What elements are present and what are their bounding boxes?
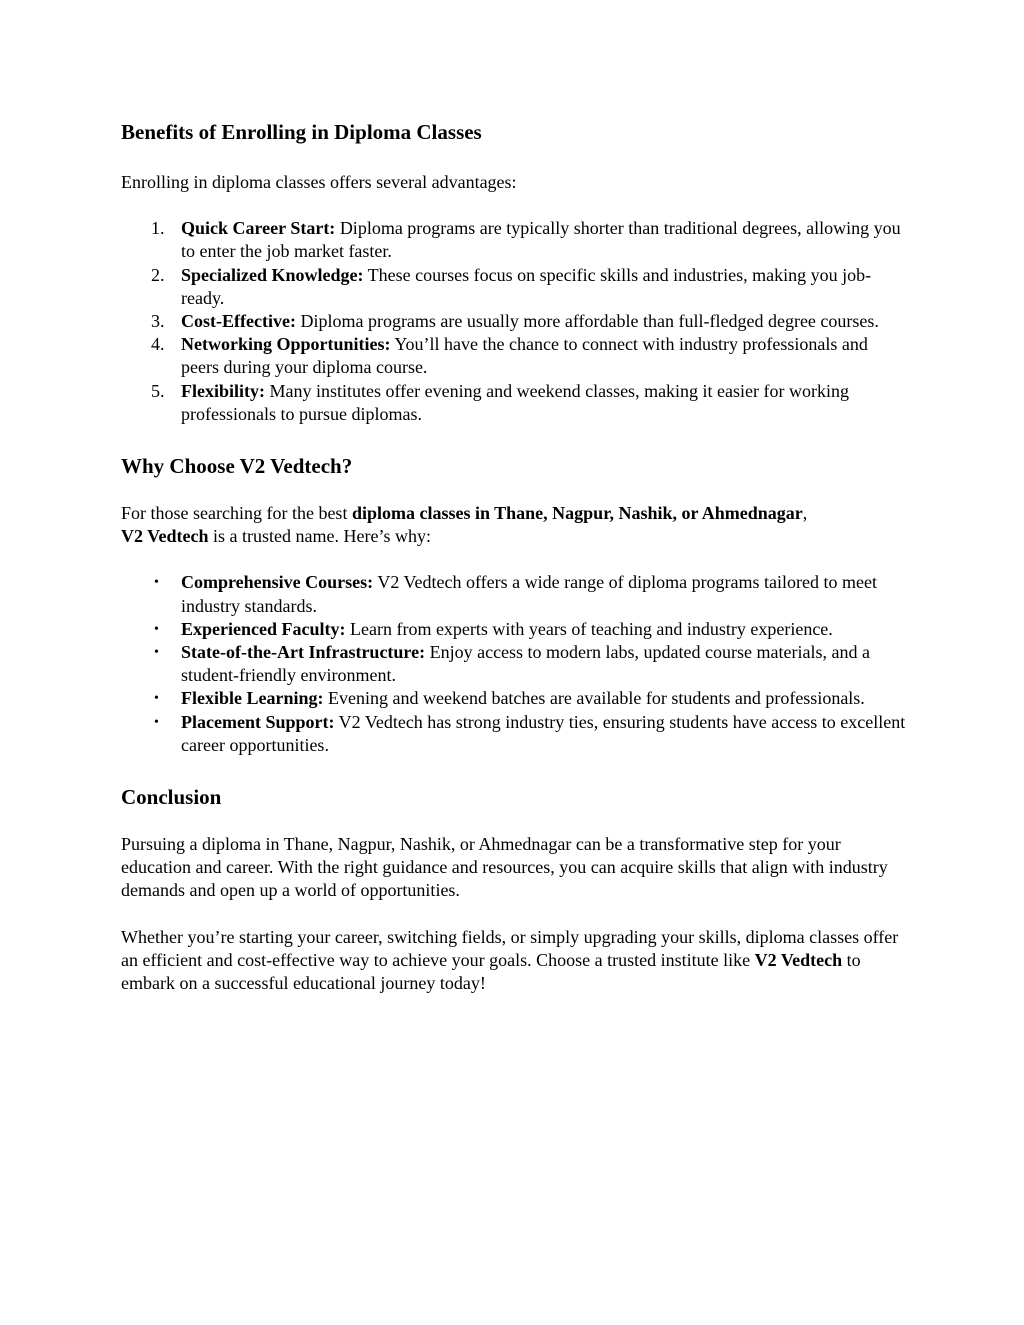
- item-title: Cost-Effective:: [181, 311, 296, 332]
- why-list: [121, 571, 906, 757]
- list-item: [121, 264, 906, 310]
- bullet-icon: •: [154, 645, 159, 661]
- item-title: Quick Career Start:: [181, 218, 336, 239]
- why-heading: Why Choose V2 Vedtech?: [121, 454, 353, 479]
- benefits-heading: Benefits of Enrolling in Diploma Classes: [121, 120, 482, 144]
- conclusion-paragraph-1: Pursuing a diploma in Thane, Nagpur, Nashik, or Ahmednagar can be a transformative step for your education and career. With the right guidance and resources, you can acquire skills that align with industry demands and open up a world of opportunities.: [121, 834, 888, 901]
- item-text: Evening and weekend batches are available for students and professionals.: [323, 688, 865, 709]
- bullet-icon: •: [154, 714, 159, 730]
- item-text: Many institutes offer evening and weekend classes, making it easier for working professionals to pursue diplomas.: [181, 380, 850, 424]
- item-text: Diploma programs are typically shorter than traditional degrees, allowing you to enter the job market faster.: [181, 218, 901, 262]
- item-title: Specialized Knowledge:: [181, 264, 364, 285]
- why-intro-comma: ,: [802, 503, 808, 524]
- benefits-intro: Enrolling in diploma classes offers several advantages:: [121, 172, 517, 192]
- why-intro-post: is a trusted name. Here’s why:: [208, 526, 431, 547]
- list-item: [121, 333, 906, 379]
- item-title: Placement Support:: [181, 711, 335, 732]
- item-text: You’ll have the chance to connect with industry professionals and peers during your diploma course.: [181, 334, 868, 378]
- item-title: Comprehensive Courses:: [181, 572, 374, 593]
- why-intro-brand: V2 Vedtech: [121, 526, 209, 547]
- conclusion-para2-post: to embark on a successful educational journey today!: [121, 949, 861, 994]
- list-number: 5.: [151, 380, 165, 401]
- list-item: [121, 711, 906, 757]
- item-title: State-of-the-Art Infrastructure:: [181, 642, 426, 663]
- why-intro-pre: For those searching for the best: [121, 503, 352, 524]
- conclusion-brand: V2 Vedtech: [754, 949, 843, 970]
- why-intro-bold: diploma classes in Thane, Nagpur, Nashik, or Ahmednagar: [351, 503, 803, 524]
- list-item: [121, 641, 906, 687]
- item-title: Networking Opportunities:: [181, 334, 391, 355]
- item-text: Diploma programs are usually more affordable than full-fledged degree courses.: [295, 311, 879, 332]
- why-intro: [121, 502, 906, 548]
- conclusion-heading: Conclusion: [121, 785, 222, 810]
- item-title: Experienced Faculty:: [181, 618, 346, 639]
- benefits-list: [121, 217, 906, 426]
- list-number: 2.: [151, 264, 165, 285]
- list-number: 4.: [151, 334, 165, 355]
- conclusion-para2-pre: Whether you’re starting your career, switching fields, or simply upgrading your skills, diploma classes offer an efficient and cost-effective way to achieve your goals. Choose a trusted institute like: [121, 926, 899, 970]
- item-text: Learn from experts with years of teaching and industry experience.: [345, 618, 833, 639]
- item-text: Enjoy access to modern labs, updated course materials, and a student-friendly environment.: [181, 642, 870, 686]
- item-text: V2 Vedtech has strong industry ties, ensuring students have access to excellent career opportunities.: [181, 711, 906, 755]
- list-number: 3.: [151, 311, 165, 332]
- list-item: [121, 217, 906, 263]
- list-number: 1.: [151, 218, 165, 239]
- list-item: [121, 571, 906, 617]
- conclusion-paragraph-2: [121, 926, 906, 996]
- document-page: [121, 118, 906, 995]
- item-text: V2 Vedtech offers a wide range of diploma programs tailored to meet industry standards.: [181, 572, 878, 616]
- list-item: [121, 687, 906, 710]
- item-title: Flexibility:: [181, 380, 265, 401]
- bullet-icon: •: [154, 575, 159, 591]
- list-item: [121, 618, 906, 641]
- list-item: [121, 310, 906, 333]
- bullet-icon: •: [154, 691, 159, 707]
- bullet-icon: •: [154, 621, 159, 637]
- item-text: These courses focus on specific skills and industries, making you job-ready.: [181, 264, 872, 308]
- item-title: Flexible Learning:: [181, 688, 324, 709]
- list-item: [121, 380, 906, 426]
